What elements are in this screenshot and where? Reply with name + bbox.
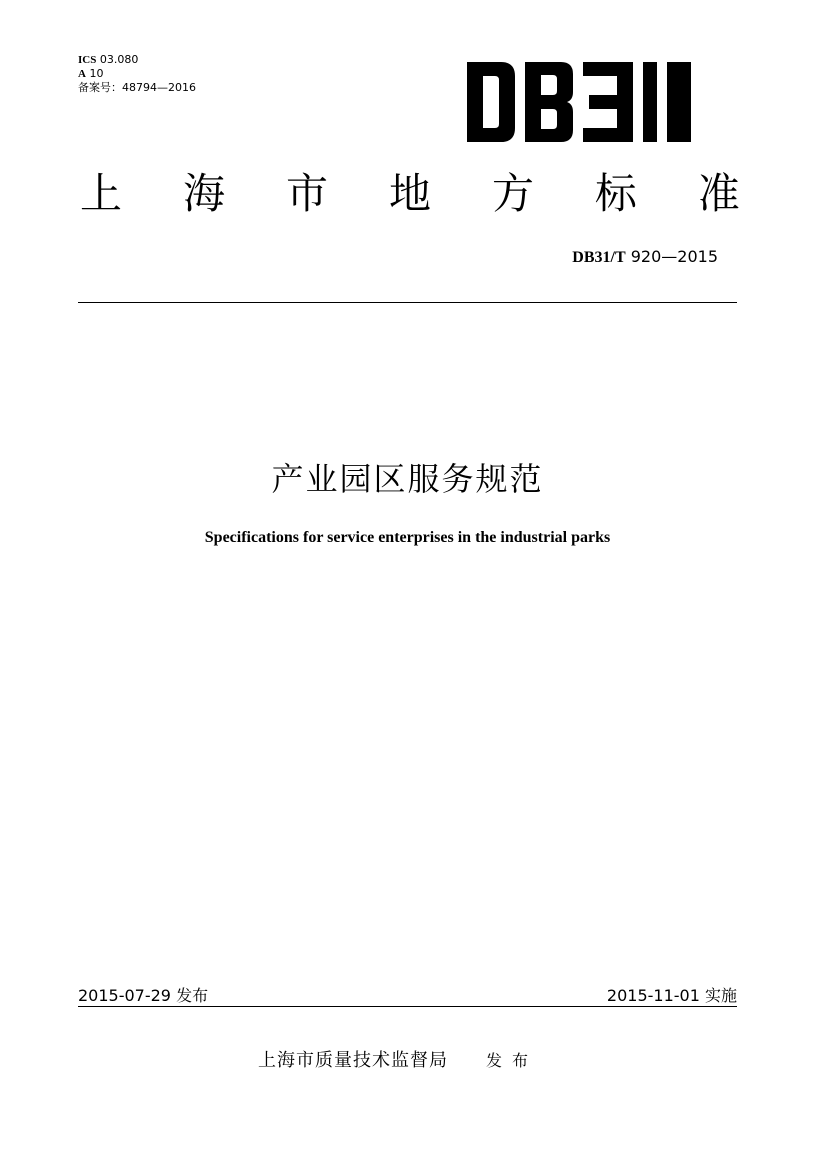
filing-value: 48794—2016 bbox=[122, 81, 196, 94]
implementation-date: 2015-11-01 实施 bbox=[606, 986, 737, 1005]
publisher-organization: 上海市质量技术监督局 bbox=[258, 1050, 448, 1071]
standard-type-char: 标 bbox=[594, 169, 637, 218]
ics-line bbox=[78, 53, 196, 67]
classification-label: A bbox=[78, 68, 86, 80]
document-metadata bbox=[78, 53, 196, 94]
standard-type-char: 海 bbox=[182, 169, 225, 218]
ics-value: 03.080 bbox=[99, 53, 139, 66]
bottom-divider bbox=[78, 1006, 737, 1007]
standard-type-char: 方 bbox=[491, 169, 534, 218]
db31-logo-mark bbox=[467, 62, 692, 142]
db31-logo bbox=[467, 62, 692, 142]
filing-line bbox=[78, 81, 196, 94]
document-title-english: Specifications for service enterprises in the industrial parks bbox=[204, 529, 611, 546]
standard-type-char: 准 bbox=[697, 169, 740, 218]
standard-code bbox=[572, 247, 718, 267]
publisher-line bbox=[258, 1046, 538, 1072]
standard-type-char: 地 bbox=[388, 169, 431, 218]
classification-line bbox=[78, 67, 196, 81]
filing-label: 备案号： bbox=[78, 81, 122, 94]
standard-type-char: 上 bbox=[80, 169, 123, 218]
standard-type-heading bbox=[80, 166, 740, 222]
standard-type-char: 市 bbox=[285, 169, 328, 218]
publisher-action: 发布 bbox=[486, 1051, 539, 1070]
ics-label: ICS bbox=[78, 54, 97, 66]
standard-code-prefix: DB31/T bbox=[572, 249, 626, 266]
issue-date: 2015-07-29 发布 bbox=[78, 986, 209, 1005]
document-title-chinese: 产业园区服务规范 bbox=[271, 460, 544, 498]
top-divider bbox=[78, 302, 737, 303]
standard-code-number: 920—2015 bbox=[630, 247, 718, 266]
classification-value: 10 bbox=[89, 67, 104, 80]
